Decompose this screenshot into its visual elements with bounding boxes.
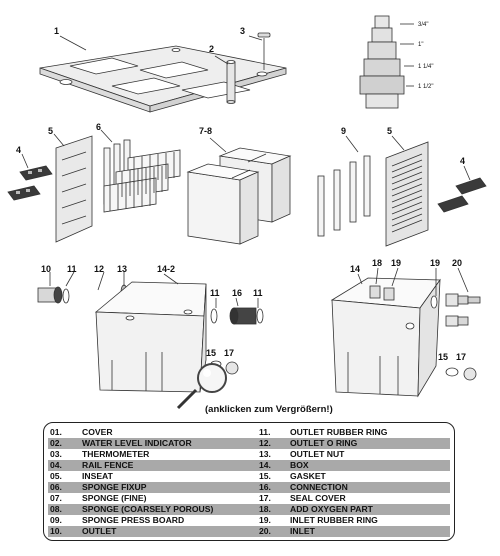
callout-17-a: 17 [224,348,235,358]
part-name: CONNECTION [290,482,348,492]
callout-5-right: 5 [387,126,393,136]
part-name: SPONGE PRESS BOARD [82,515,185,525]
filter-box-left [96,274,206,392]
callout-20: 20 [452,258,463,268]
legend-row [48,482,450,493]
part-number: 04. [50,460,62,470]
part-number: 20. [259,526,271,536]
callout-7-8: 7-8 [199,126,213,136]
callout-5-left: 5 [48,126,54,136]
legend-row [48,526,450,537]
tube-size-label: 1 1/2" [418,84,434,90]
part-number: 16. [259,482,271,492]
inseat-left-part [54,134,92,242]
callout-11-c: 11 [253,288,263,298]
part-number: 01. [50,427,62,437]
part-name: OUTLET NUT [290,449,345,459]
legend-row [48,504,450,515]
part-name: BOX [290,460,309,470]
legend-row [48,515,450,526]
part-name: INLET [290,526,315,536]
callout-10: 10 [41,264,52,274]
part-number: 11. [259,427,271,437]
callout-15-b: 15 [438,352,449,362]
legend-row [48,427,450,438]
part-name: OUTLET [82,526,117,536]
callout-1: 1 [54,26,60,36]
parts-legend [43,422,455,541]
part-number: 02. [50,438,62,448]
part-name: SPONGE (FINE) [82,493,147,503]
callout-4-right: 4 [460,156,466,166]
callout-13: 13 [117,264,128,274]
part-number: 09. [50,515,62,525]
callout-15-a: 15 [206,348,217,358]
part-name: SEAL COVER [290,493,346,503]
zoom-hint-link[interactable]: (anklicken zum Vergrößern!) [205,404,333,415]
legend-row [48,471,450,482]
part-name: OUTLET O RING [290,438,358,448]
tube-size-label: 1" [418,42,424,48]
callout-19-b: 19 [430,258,441,268]
part-name: SPONGE FIXUP [82,482,147,492]
part-name: GASKET [290,471,326,481]
part-number: 03. [50,449,62,459]
callout-11-b: 11 [210,288,220,298]
part-number: 08. [50,504,62,514]
legend-row [48,449,450,460]
callout-9: 9 [341,126,347,136]
filter-box-right [332,268,440,396]
cover-part [40,46,286,112]
legend-row [48,438,450,449]
rail-fence-right-part [438,166,486,212]
part-number: 10. [50,526,62,536]
legend-rows [48,427,450,537]
legend-row [48,493,450,504]
inseat-right-part [386,136,428,246]
part-name: OUTLET RUBBER RING [290,427,388,437]
water-level-indicator-part [227,61,235,104]
part-number: 19. [259,515,271,525]
callout-2: 2 [209,44,215,54]
callout-18: 18 [372,258,383,268]
part-number: 06. [50,482,62,492]
sponge-press-board-part [318,136,370,236]
part-number: 15. [259,471,271,481]
callout-14: 14 [350,264,361,274]
tube-size-labels [418,22,433,90]
part-name: WATER LEVEL INDICATOR [82,438,192,448]
part-number: 05. [50,471,62,481]
part-number: 18. [259,504,271,514]
callout-12: 12 [94,264,105,274]
legend-row [48,460,450,471]
callout-3: 3 [240,26,246,36]
tube-size-label: 1 1/4" [418,64,434,70]
part-name: INLET RUBBER RING [290,515,378,525]
part-number: 07. [50,493,62,503]
part-number: 12. [259,438,271,448]
foam-blocks-part [188,138,290,244]
part-name: SPONGE (COARSELY POROUS) [82,504,214,514]
callout-4-left: 4 [16,145,22,155]
callout-6: 6 [96,122,102,132]
part-number: 17. [259,493,271,503]
callout-16: 16 [232,288,243,298]
connection-fittings-left [211,298,263,374]
part-number: 13. [259,449,271,459]
hose-tail-part [360,16,414,108]
part-name: COVER [82,427,113,437]
callout-17-b: 17 [456,352,467,362]
callout-14-2: 14-2 [157,264,176,274]
part-name: RAIL FENCE [82,460,134,470]
callout-19-a: 19 [391,258,402,268]
part-name: THERMOMETER [82,449,150,459]
part-name: INSEAT [82,471,113,481]
part-number: 14. [259,460,271,470]
tube-size-label: 3/4" [418,22,429,28]
part-name: ADD OXYGEN PART [290,504,373,514]
callout-11-a: 11 [67,264,77,274]
rail-fence-left-part [8,154,52,200]
